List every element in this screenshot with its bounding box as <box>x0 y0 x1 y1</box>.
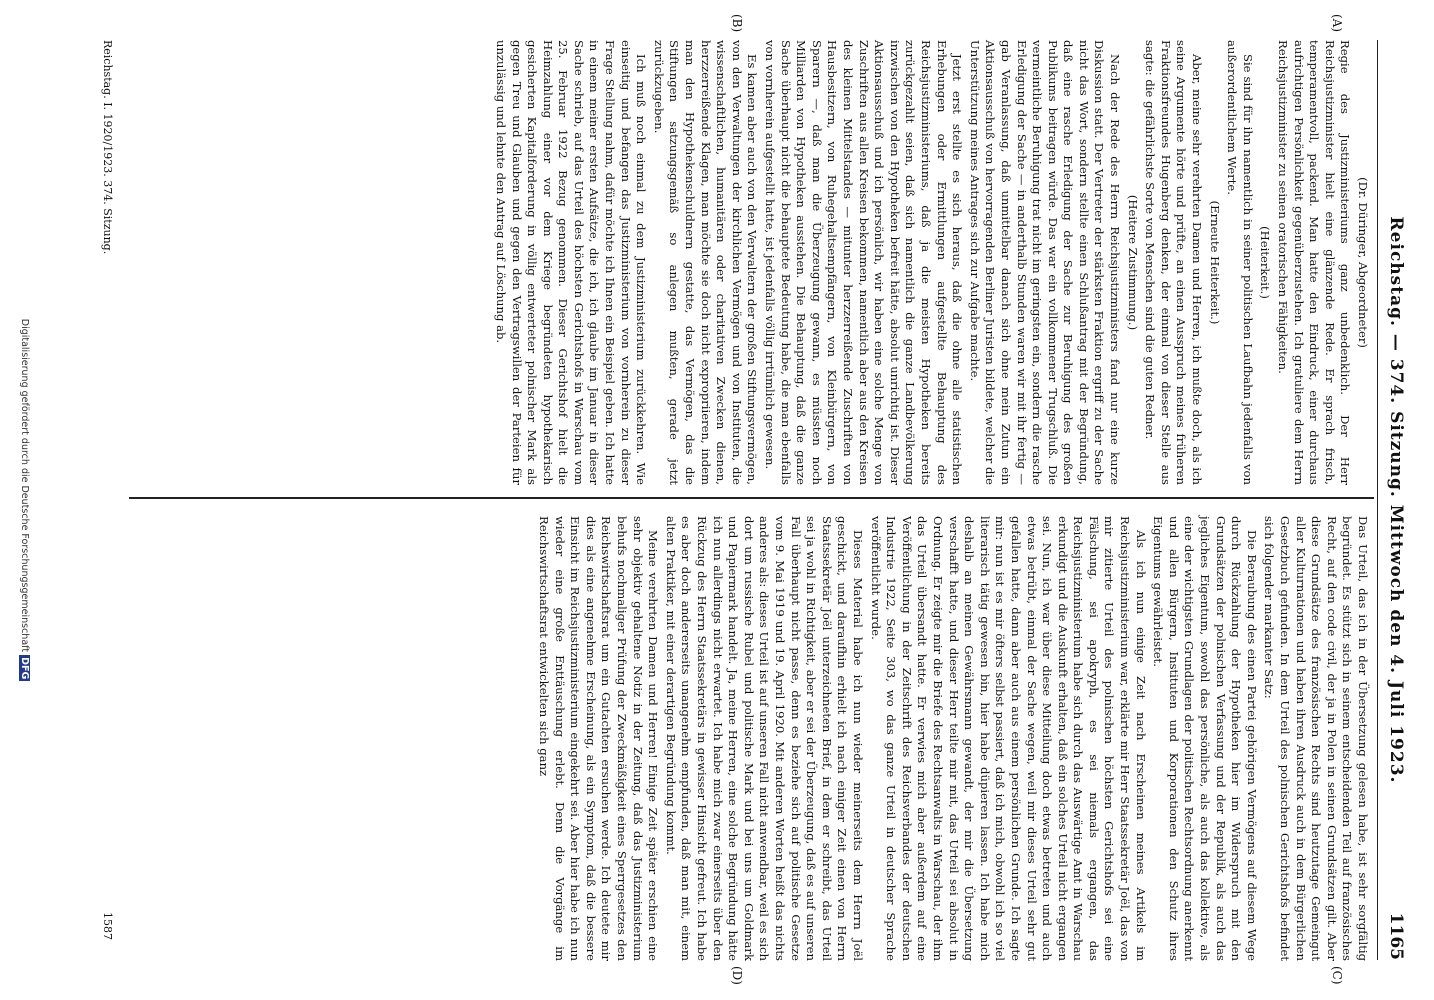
paragraph: Es kamen aber auch von den Verwaltern der großen Stiftungsvermögen, von den Verwaltungen der kirchlichen Vermögen und von Instituten, die wissenschaftlichen, humanitären oder charitativen Zwecken dienen, herzzerreißende Klagen, man möchte sie doch nicht expropriieren, indem man den Hypothekenschuldnern gestatte, das Vermögen, das die Stiftungen satzungsgemäß so anlegen mußten, gerade jetzt zurückzugeben. <box>651 40 760 485</box>
footer-page-number: 1587 <box>101 912 114 940</box>
paragraph: Ich muß noch einmal zu dem Justizministerium zurückkehren. Wie einseitig und befangen das Justizministerium von vornherein zu dieser Frage Stellung nahm, dafür möchte ich Ihnen ein Beispiel geben. Ich hatte in einem meiner ersten Aufsätze, die ich, ich glaube im Januar in dieser Sache schrieb, auf das Urteil des höchsten Gerichtshofs in Warschau vom 25. Februar 1922 Bezug genommen. Dieser Gerichtshof hielt die Heimzahlung einer vor dem Kriege begründeten hypothekarisch gesicherten Kapitalforderung in völlig entwerteter polnischer Mark als gegen Treu und Glauben und gegen den Vertragswillen der Parteien für unzulässig und lehnte den Antrag auf Löschung ab. <box>493 40 649 485</box>
paragraph: Die Beraubung des einen Partei gehörigen Vermögens auf diesem Wege durch Rückzahlung der Hypotheken hier im Widerspruch mit den Grundsätzen der polnischen Verfassung und der Republik, als auch das jegliches Eigentum, sowohl das persönliche, als auch das kollektive, als eine der wichtigsten Grundlagen der politischen Rechtsordnung anerkennt und allen Bürgern, Instituten und Korporationen den Schutz ihres Eigentums gewährleistet. <box>1151 516 1259 961</box>
paragraph: Jetzt erst stellte es sich heraus, daß die ohne alle statistischen Erhebungen oder Ermittlungen aufgestellte Behauptung des Reichsjustizministeriums, daß ja die meisten Hypotheken bereits zurückgezahlt seien, daß sich namentlich die ganze Landbevölkerung inzwischen von den Hypotheken befreit hätte, absolut unrichtig ist. Dieser Aktionsausschuß und ich persönlich, wir haben eine solche Menge von Zuschriften aus allen Kreisen bekommen, namentlich aber aus den Kreisen des kleinen Mittelstandes — mitunter herzzerreißende Zuschriften von Hausbesitzern, von Ruhegehaltsempfängern, von Kleinbürgern, von Sparern —, daß man die Überzeugung gewann, es müssten noch Milliarden von Hypotheken ausstehen. Die Behauptung, daß die ganze Sache überhaupt nicht die behauptete Bedeutung habe, die man ebenfalls von vornherein aufgestellt hatte, ist jedenfalls völlig irrtümlich gewesen. <box>763 40 965 485</box>
header-title: Reichstag. — 374. Sitzung. Mittwoch den 4. Juli 1923. <box>1386 216 1406 784</box>
paragraph: Meine verehrten Damen und Herren! Einige Zeit später erschien eine sehr objektiv gehaltene Notiz in der Zeitung, daß das Justizministerium behufs nochmaliger Prüfung der Zweckmäßigkeit eines Sperrgesetzes den Reichswirtschaftsrat um ein Gutachten ersuchen werde. Ich deutete mir dies als eine angenehme Erscheinung, als ein Symptom, daß die bessere Einsicht im Reichsjustizministerium eingekehrt sei. Aber hier habe ich nun wieder eine große Enttäuschung erlebt. Denn die Vorgänge im Reichswirtschaftsrat entwickelten sich ganz <box>537 516 661 961</box>
column-divider <box>129 497 1374 499</box>
page-number: 1165 <box>1386 912 1406 960</box>
paragraph: (Heiterkeit.) <box>1258 226 1273 299</box>
page-header <box>1382 40 1406 960</box>
paragraph: Nach der Rede des Herrn Reichsjustizministers fand nur eine kurze Diskussion statt. Der Vertreter der stärksten Fraktion ergriff zu der Sache nicht das Wort, sondern stellte einen Schlußantrag mit der Begründung, daß eine rasche Erledigung der Sache zur Beruhigung des großen Publikums beitragen würde. Das war ein vollkommener Trugschluß. Die vermeintliche Beruhigung trat nicht im geringsten ein, sondern die rasche Erledigung der Sache — in anderthalb Stunden waren wir mit ihr fertig — gab Veranlassung, daß unmittelbar danach sich ohne mein Zutun ein Aktionsausschuß von hervorragenden Berliner Juristen bildete, welcher die Unterstützung meines Antrages sich zur Aufgabe machte. <box>967 40 1123 485</box>
margin-letter-a: (A) <box>1330 14 1344 33</box>
paragraph: Dieses Material habe ich nun wieder meinerseits dem Herrn Joël geschickt, und daraufhin erhielt ich nach einiger Zeit einen von Herrn Staatssekretär Joël unterzeichneten Brief, in dem er schreibt, das Urteil sei ja wohl in Richtigkeit, aber er sei der Überzeugung, daß es auf unseren Fall überhaupt nicht passe, denn es beziehe sich auf politische Gesetze vom 9. Mai 1919 und 19. April 1920. Mit anderen Worten heißt das nichts anderes als: dieses Urteil ist auf unseren Fall nicht anwendbar, weil es sich dort um russische Rubel und politische Mark und bei uns um Goldmark und Papiermark handelt. Ja, meine Herren, eine solche Begründung hätte ich nun allerdings nicht erwartet. Ich habe mich zwar einerseits über den Rückzug des Herrn Staatssekretärs in gewisser Hinsicht gefreut. Ich habe es aber doch andererseits unangenehm empfunden, daß man mit, einem alten Praktiker, mit einer derartigen Begründung kommt. <box>663 516 865 961</box>
margin-letter-c: (C) <box>1330 966 1344 985</box>
paragraph: Aber, meine sehr verehrten Damen und Herren, ich mußte doch, als ich seine Argumente hörte und prüfte, an einen Ausspruch meines früheren Fraktionsfreundes Hugenberg denken, der einmal von dieser Stelle aus sagte: die gefährlichste Sorte von Menschen sind die guten Redner. <box>1143 40 1205 485</box>
paragraph: (Heitere Zustimmung.) <box>1125 194 1140 331</box>
header-rule <box>1377 40 1378 960</box>
paragraph: Als ich nun einige Zeit nach Erscheinen meines Artikels im Reichsjustizministerium war, erklärte mir Herr Staatssekretär Joël, das von mir zitierte Urteil des polnischen höchsten Gerichtshofs sei eine Fälschung, sei apokryph, es sei niemals ergangen, das Reichsjustizministerium habe sich durch das Auswärtige Amt in Warschau erkundigt und die Auskunft erhalten, daß ein solches Urteil nicht ergangen sei. Nun, ich war über diese Mitteilung doch etwas betreten und auch etwas betrübt, einmal der Sache wegen, weil mir dieses Urteil sehr gut gefallen hatte, dann aber auch aus einem persönlichen Grunde. Ich sagte mir: nun ist es mir öfters selbst passiert, daß ich mich, obwohl ich so viel literarisch tätig gewesen bin, hier habe düpieren lassen. Ich habe mich deshalb an meinen Gewährsmann gewandt, der mir die Übersetzung verschafft hatte, und dieser Herr teilte mir mit, das Urteil sei absolut in Ordnung. Er zeigte mir die Briefe des Rechtsanwalts in Warschau, der ihm das Urteil übersandt hatte. Er verwies mich aber außerdem auf eine Veröffentlichung in der Zeitschrift des Reichsverbandes der deutschen Industrie 1922, Seite 303, wo das ganze Urteil in deutscher Sprache veröffentlicht wurde. <box>868 516 1148 961</box>
digitization-note <box>19 6 30 994</box>
footer-left: Reichstag. I. 1920/1923. 374. Sitzung. <box>101 40 114 255</box>
paragraph: Das Urteil, das ich in der Übersetzung gelesen habe, ist sehr sorgfältig begründet. Es stützt sich in seinem entscheidenden Teil auf französisches Recht, auf den code civil, der ja in Polen in seinen Grundsätzen gilt. Aber diese Grundsätze des französischen Rechts sind heutzutage Gemeingut aller Kulturnationen und haben ihren Ausdruck auch in dem Bürgerlichen Gesetzbuch gefunden. In dem Urteil des polnischen Gerichtshofs befindet sich folgender markanter Satz: <box>1262 516 1370 961</box>
paragraph: (Erneute Heiterkeit.) <box>1207 200 1222 325</box>
margin-letter-d: (D) <box>730 966 744 985</box>
left-column <box>490 40 1370 485</box>
dfg-logo: DFG <box>19 657 30 680</box>
paragraph: Sie sind für ihn namentlich in seiner politischen Laufbahn jedenfalls von außerordentlichem Werte. <box>1225 40 1255 485</box>
paragraph: (Dr. Düringer, Abgeordneter) <box>1356 177 1370 348</box>
right-column <box>534 516 1370 961</box>
digitization-text: Digitalisierung gefördert durch die Deutsche Forschungsgemeinschaft <box>19 318 30 653</box>
paragraph: Regie des Justizministeriums ganz unbedenklich. Der Herr Reichsjustizminister hielt eine glänzende Rede. Er sprach frisch, temperamentvoll, packend. Man hatte den Eindruck, einer durchaus aufrichtigen Persönlichkeit gegenüberzustehen. Ich gratuliere dem Herrn Reichsjustizminister zu seinen oratorischen Fähigkeiten. <box>1276 40 1353 485</box>
margin-letter-b: (B) <box>730 14 744 33</box>
